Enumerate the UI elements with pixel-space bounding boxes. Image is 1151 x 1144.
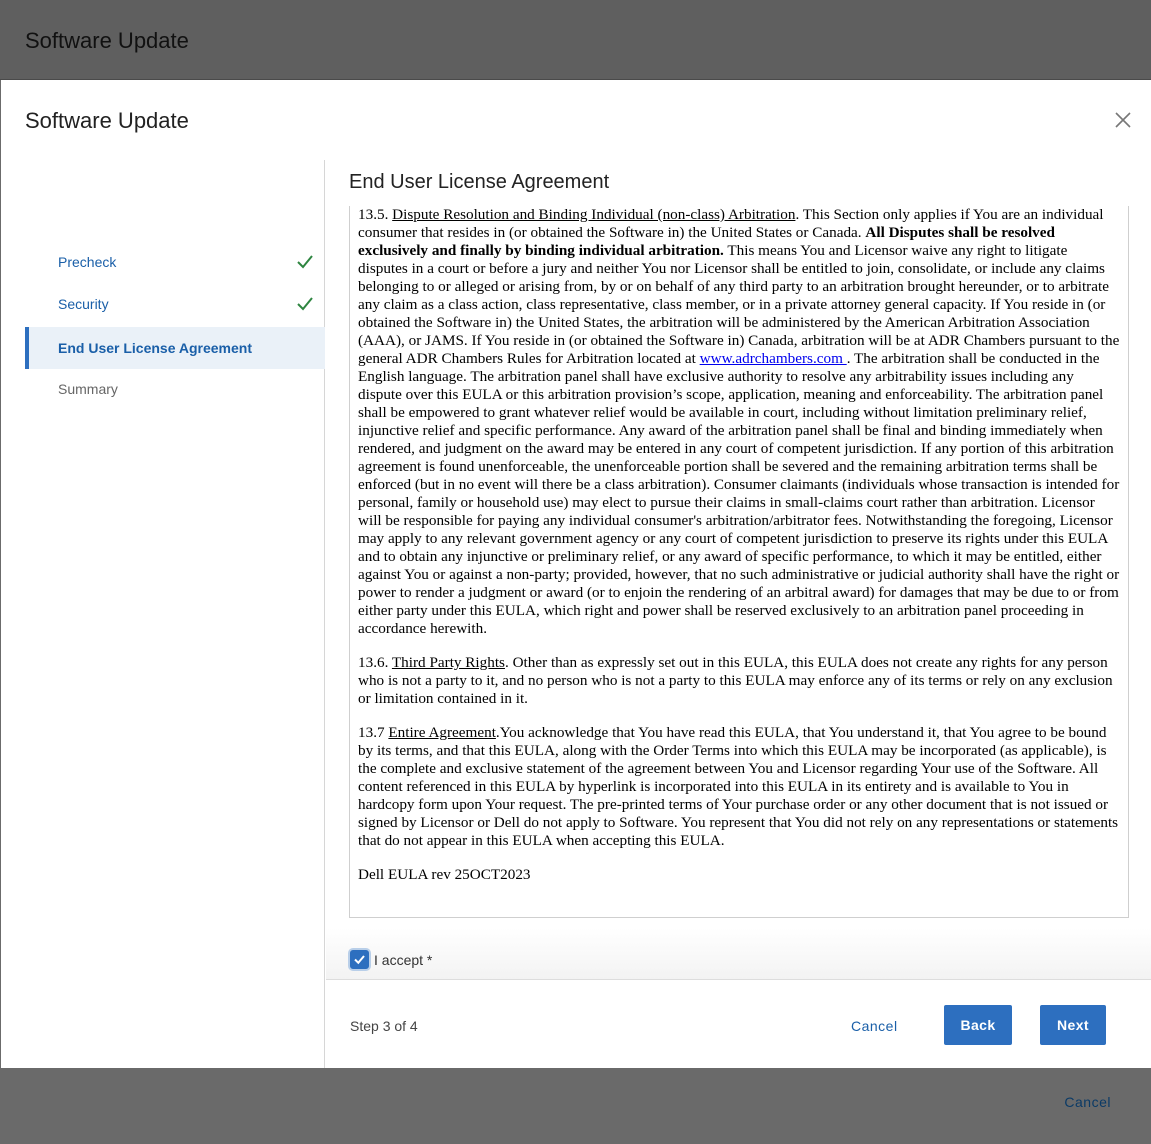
step-label: Security xyxy=(58,296,109,312)
step-label: Precheck xyxy=(58,254,117,270)
clause-heading: Entire Agreement xyxy=(388,724,496,741)
clause-text: .You acknowledge that You have read this EULA, that You understand it, that You agree to be bound by its terms, and that this EULA, along with the Order Terms into which this EULA may be incorporated (as applicable), is the complete and exclusive statement of the agreement between You and Licensor regarding Your use of the Software. All content referenced in this EULA by hyperlink is incorporated into this EULA in its entirety and is available to You in hardcopy form upon Your request. The pre-printed terms of Your purchase order or any other document that is not issued or signed by Licensor or Dell do not apply to Software. You represent that You did not rely on any representations or statements that do not appear in this EULA when accepting this EULA. xyxy=(358,724,1119,849)
checkmark-icon xyxy=(295,294,315,314)
eula-clause-13-7 xyxy=(358,724,1120,850)
step-counter: Step 3 of 4 xyxy=(350,1018,418,1034)
software-update-dialog xyxy=(1,80,1151,1068)
step-security[interactable] xyxy=(25,283,325,325)
eula-revision: Dell EULA rev 25OCT2023 xyxy=(358,866,531,883)
back-button[interactable]: Back xyxy=(944,1005,1012,1045)
background-cancel-button[interactable]: Cancel xyxy=(1064,1094,1111,1110)
background-title: Software Update xyxy=(25,28,189,53)
accept-row xyxy=(326,928,1151,980)
dialog-footer xyxy=(326,980,1151,1068)
clause-number: 13.6. xyxy=(358,654,392,671)
accept-checkbox[interactable] xyxy=(350,950,369,969)
step-eula[interactable] xyxy=(25,327,325,369)
clause-text: . This Section only applies if You are an individual consumer that resides in (or obtained the Software in) the United States or Canada. xyxy=(358,206,1104,241)
dialog-title: Software Update xyxy=(25,108,189,133)
adrchambers-link[interactable]: www.adrchambers.com xyxy=(699,350,847,367)
clause-text: This means You and Licensor waive any right to litigate disputes in a court or before a jury and neither You nor Licensor shall be entitled to join, consolidate, or include any claims belonging to or alleged or arising from, by or on behalf of any third party to an arbitration brought hereunder, or to arbitrate any claim as a class action, class representative, class member, or in a private attorney general capacity. If You reside in (or obtained the Software in) the United States, the arbitration will be administered by the American Arbitration Association (AAA), or JAMS. If You reside in (or obtained the Software in) Canada, arbitration will be at ADR Chambers pursuant to the general ADR Chambers Rules for Arbitration located at xyxy=(358,242,1120,367)
eula-text-box[interactable] xyxy=(349,206,1129,918)
clause-heading: Dispute Resolution and Binding Individual (non-class) Arbitration xyxy=(392,206,796,223)
section-title: End User License Agreement xyxy=(349,171,610,193)
clause-text: . Other than as expressly set out in this EULA, this EULA does not create any rights for any person who is not a party to it, and no person who is not a party to this EULA may enforce any of its terms or rely on any exclusion or limitation contained in it. xyxy=(358,654,1113,707)
next-button[interactable]: Next xyxy=(1040,1005,1106,1045)
cancel-button[interactable]: Cancel xyxy=(851,1018,898,1034)
checkmark-icon xyxy=(295,252,315,272)
clause-heading: Third Party Rights xyxy=(391,654,505,671)
step-label: Summary xyxy=(58,381,118,397)
accept-label[interactable]: I accept * xyxy=(374,952,433,968)
background-footer xyxy=(0,1068,1151,1144)
clause-number: 13.5. xyxy=(358,206,393,223)
background-header xyxy=(0,0,1151,80)
clause-number: 13.7 xyxy=(358,724,389,741)
step-precheck[interactable] xyxy=(25,241,325,283)
eula-clause-13-5 xyxy=(358,206,1120,638)
clause-bold-text: All Disputes shall be resolved exclusively and finally by binding individual arbitration. xyxy=(358,224,1055,259)
eula-clause-13-6 xyxy=(358,654,1120,708)
step-label: End User License Agreement xyxy=(58,340,252,356)
wizard-steps xyxy=(1,160,325,1068)
step-summary[interactable] xyxy=(25,368,325,410)
step-content xyxy=(326,80,1151,1034)
checkmark-icon xyxy=(352,952,367,967)
clause-text: . The arbitration shall be conducted in the English language. The arbitration panel shall have exclusive authority to resolve any arbitrability issues including any dispute over this EULA or this arbitration provision’s scope, application, meaning and enforceability. The arbitration panel shall be empowered to grant whatever relief would be available in court, including without limitation preliminary relief, injunctive relief and specific performance. Any award of the arbitration panel shall be final and binding immediately when rendered, and judgment on the award may be entered in any court of competent jurisdiction. If any portion of this arbitration agreement is found unenforceable, the unenforceable portion shall be severed and the remaining arbitration terms shall be enforced (but in no event will there be a class arbitration). Consumer claimants (individuals whose transaction is intended for personal, family or household use) may elect to pursue their claims in small-claims court rather than arbitration. Licensor will be responsible for paying any individual consumer's arbitration/arbitrator fees. Notwithstanding the foregoing, Licensor may apply to any relevant government agency or any court of competent jurisdiction to preserve its rights under this EULA and to obtain any injunctive or preliminary relief, or any award of specific performance, to which it may be entitled, either against You or against a non-party; provided, however, that no such administrative or judicial authority shall have the right or power to render a judgment or award (or to enjoin the rendering of an arbitral award) for damages that may be due to or from either party under this EULA, which right and power shall be reserved exclusively to an arbitration panel proceeding in accordance herewith. xyxy=(358,350,1120,637)
